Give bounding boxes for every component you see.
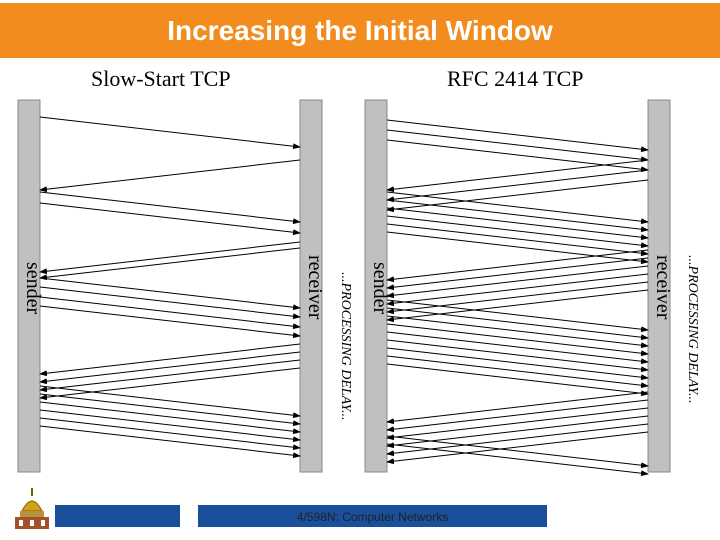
left-ack-arrow [40,160,300,190]
left-data-arrow [40,117,300,147]
right-data-arrow [387,224,648,254]
right-data-arrow [387,436,648,466]
right-data-arrow [387,316,648,346]
footer-course-text: 4/598N: Computer Networks [296,510,449,524]
right-processing-delay-label: ...PROCESSING DELAY... [685,255,700,404]
right-data-arrow [387,340,648,370]
right-data-arrow [387,444,648,474]
left-receiver-label: receiver [304,255,326,320]
right-ack-arrow [387,432,648,462]
left-ack-arrow [40,352,300,382]
right-data-arrow [387,208,648,238]
left-processing-delay-label: ...PROCESSING DELAY... [338,272,353,421]
left-data-arrow [40,418,300,448]
footer-bar-course [198,505,547,527]
left-data-arrow [40,410,300,440]
left-ack-arrow [40,248,300,278]
left-data-arrow [40,306,300,336]
left-data-arrow [40,402,300,432]
left-sender-label: sender [22,262,44,315]
right-data-arrow [387,348,648,378]
right-data-arrow [387,356,648,386]
left-ack-arrow [40,360,300,390]
right-data-arrow [387,216,648,246]
right-ack-arrow [387,400,648,430]
right-data-arrow [387,308,648,338]
right-data-arrow [387,192,648,222]
right-sender-label: sender [369,262,391,315]
left-diagram-heading: Slow-Start TCP [91,66,231,91]
right-data-arrow [387,364,648,394]
right-ack-arrow [387,408,648,438]
footer-bar-left [55,505,180,527]
right-ack-arrow [387,424,648,454]
right-ack-arrow [387,392,648,422]
right-ack-arrow [387,416,648,446]
left-ack-arrow [40,242,300,272]
left-data-arrow [40,426,300,456]
right-ack-arrow [387,274,648,304]
right-data-arrow [387,232,648,262]
right-ack-arrow [387,266,648,296]
right-data-arrow [387,324,648,354]
right-data-arrow [387,200,648,230]
left-data-arrow [40,278,300,308]
notre-dame-dome-logo [12,487,52,531]
slide-title: Increasing the Initial Window [167,15,553,46]
right-data-arrow [387,332,648,362]
right-ack-arrow [387,282,648,312]
right-receiver-label: receiver [652,255,674,320]
right-ack-arrow [387,250,648,280]
right-diagram-heading: RFC 2414 TCP [447,66,584,91]
left-ack-arrow [40,368,300,398]
left-data-arrow [40,394,300,424]
right-ack-arrow [387,258,648,288]
left-data-arrow [40,386,300,416]
left-ack-arrow [40,344,300,374]
